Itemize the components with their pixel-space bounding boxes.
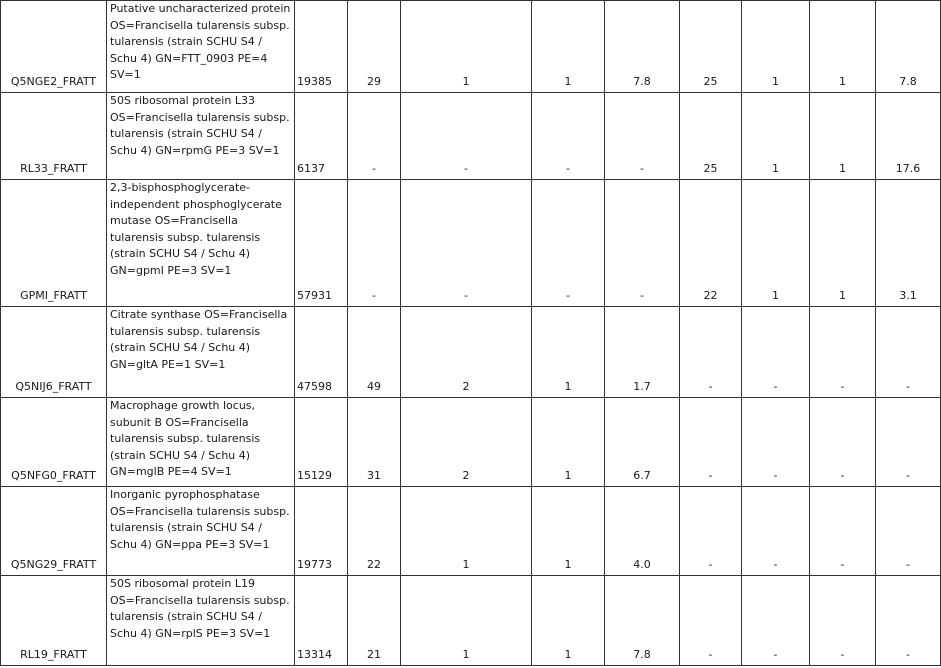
protein-mass: 47598: [295, 307, 348, 398]
value-cell: -: [680, 487, 742, 576]
value-cell: 7.8: [876, 1, 941, 93]
value-cell: -: [401, 93, 532, 180]
value-cell: -: [348, 180, 401, 307]
value-cell: -: [680, 307, 742, 398]
value-cell: 1: [742, 180, 810, 307]
value-cell: -: [348, 93, 401, 180]
value-cell: -: [876, 487, 941, 576]
protein-id: GPMI_FRATT: [1, 180, 107, 307]
value-cell: -: [876, 307, 941, 398]
table-row: [1, 93, 941, 180]
value-cell: -: [742, 307, 810, 398]
value-cell: 1: [532, 307, 605, 398]
value-cell: 1: [401, 576, 532, 666]
value-cell: -: [532, 180, 605, 307]
protein-mass: 19773: [295, 487, 348, 576]
value-cell: 22: [348, 487, 401, 576]
value-cell: 1: [401, 487, 532, 576]
value-cell: 22: [680, 180, 742, 307]
table-row: [1, 487, 941, 576]
protein-id: Q5NFG0_FRATT: [1, 398, 107, 487]
value-cell: 17.6: [876, 93, 941, 180]
value-cell: 2: [401, 398, 532, 487]
value-cell: -: [810, 576, 876, 666]
value-cell: 1: [742, 93, 810, 180]
protein-description: 50S ribosomal protein L33 OS=Francisella tularensis subsp. tularensis (strain SCHU S4 / Schu 4) GN=rpmG PE=3 SV=1: [107, 93, 295, 180]
value-cell: 7.8: [605, 1, 680, 93]
value-cell: 6.7: [605, 398, 680, 487]
value-cell: -: [810, 487, 876, 576]
value-cell: -: [532, 93, 605, 180]
value-cell: 25: [680, 93, 742, 180]
value-cell: 21: [348, 576, 401, 666]
protein-mass: 15129: [295, 398, 348, 487]
value-cell: 49: [348, 307, 401, 398]
value-cell: 1: [742, 1, 810, 93]
protein-description: 50S ribosomal protein L19 OS=Francisella tularensis subsp. tularensis (strain SCHU S4 / Schu 4) GN=rplS PE=3 SV=1: [107, 576, 295, 666]
value-cell: -: [810, 398, 876, 487]
value-cell: -: [605, 93, 680, 180]
protein-description: Inorganic pyrophosphatase OS=Francisella tularensis subsp. tularensis (strain SCHU S4 / Schu 4) GN=ppa PE=3 SV=1: [107, 487, 295, 576]
value-cell: 4.0: [605, 487, 680, 576]
value-cell: -: [742, 576, 810, 666]
value-cell: -: [742, 487, 810, 576]
value-cell: -: [876, 398, 941, 487]
value-cell: 3.1: [876, 180, 941, 307]
protein-id: RL33_FRATT: [1, 93, 107, 180]
protein-id: RL19_FRATT: [1, 576, 107, 666]
value-cell: -: [605, 180, 680, 307]
value-cell: 1: [810, 180, 876, 307]
value-cell: -: [810, 307, 876, 398]
value-cell: 1: [810, 1, 876, 93]
protein-description: Macrophage growth locus, subunit B OS=Francisella tularensis subsp. tularensis (strain SCHU S4 / Schu 4) GN=mglB PE=4 SV=1: [107, 398, 295, 487]
protein-mass: 6137: [295, 93, 348, 180]
value-cell: 29: [348, 1, 401, 93]
protein-id: Q5NGE2_FRATT: [1, 1, 107, 93]
value-cell: -: [876, 576, 941, 666]
value-cell: 1: [532, 1, 605, 93]
value-cell: 1: [401, 1, 532, 93]
table-row: [1, 576, 941, 666]
value-cell: -: [680, 398, 742, 487]
value-cell: 31: [348, 398, 401, 487]
protein-id: Q5NIJ6_FRATT: [1, 307, 107, 398]
protein-description: 2,3-bisphosphoglycerate-independent phosphoglycerate mutase OS=Francisella tularensis subsp. tularensis (strain SCHU S4 / Schu 4) GN=gpmI PE=3 SV=1: [107, 180, 295, 307]
protein-mass: 57931: [295, 180, 348, 307]
protein-mass: 13314: [295, 576, 348, 666]
table-row: [1, 1, 941, 93]
value-cell: 1.7: [605, 307, 680, 398]
protein-description: Putative uncharacterized protein OS=Francisella tularensis subsp. tularensis (strain SCHU S4 / Schu 4) GN=FTT_0903 PE=4 SV=1: [107, 1, 295, 93]
table-row: [1, 307, 941, 398]
protein-mass: 19385: [295, 1, 348, 93]
value-cell: 1: [532, 398, 605, 487]
value-cell: 1: [810, 93, 876, 180]
value-cell: -: [680, 576, 742, 666]
table-row: [1, 398, 941, 487]
value-cell: 25: [680, 1, 742, 93]
value-cell: 1: [532, 487, 605, 576]
protein-id: Q5NG29_FRATT: [1, 487, 107, 576]
value-cell: 7.8: [605, 576, 680, 666]
value-cell: 2: [401, 307, 532, 398]
value-cell: -: [401, 180, 532, 307]
value-cell: 1: [532, 576, 605, 666]
value-cell: -: [742, 398, 810, 487]
protein-description: Citrate synthase OS=Francisella tularensis subsp. tularensis (strain SCHU S4 / Schu 4) GN=gltA PE=1 SV=1: [107, 307, 295, 398]
table-row: [1, 180, 941, 307]
